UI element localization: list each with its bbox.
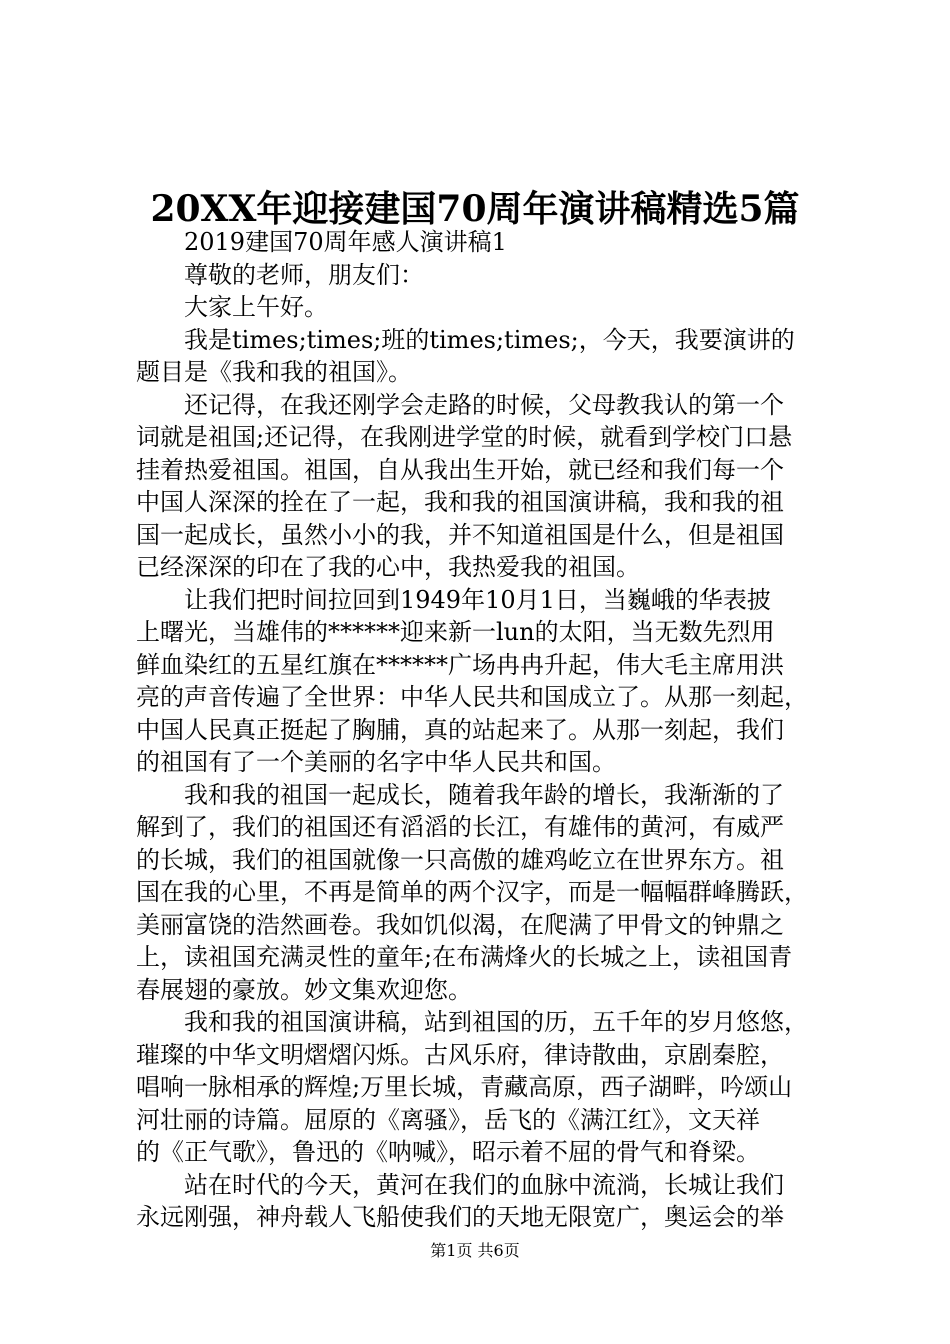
body-line: 让我们把时间拉回到1949年10月1日，当巍峨的华表披 — [136, 585, 771, 614]
body-line: 我和我的祖国一起成长，随着我年龄的增长，我渐渐的了 — [136, 780, 784, 809]
body-line: 2019建国70周年感人演讲稿1 — [136, 228, 507, 256]
body-line: 上，读祖国充满灵性的童年;在布满烽火的长城之上，读祖国青 — [136, 943, 793, 971]
body-line: 已经深深的印在了我的心中，我热爱我的祖国。 — [136, 553, 640, 581]
body-line: 鲜血染红的五星红旗在******广场冉冉升起，伟大毛主席用洪 — [136, 650, 784, 679]
body-line: 词就是祖国;还记得，在我刚进学堂的时候，就看到学校门口悬 — [136, 423, 793, 451]
body-line: 大家上午好。 — [136, 293, 328, 321]
body-line: 国一起成长，虽然小小的我，并不知道祖国是什么，但是祖国 — [136, 520, 784, 549]
body-line: 站在时代的今天，黄河在我们的血脉中流淌，长城让我们 — [136, 1170, 784, 1199]
body-line: 上曙光，当雄伟的******迎来新一lun的太阳，当无数先烈用 — [136, 618, 775, 646]
body-line: 中国人民真正挺起了胸脯，真的站起来了。从那一刻起，我们 — [136, 715, 784, 744]
body-line: 春展翅的豪放。妙文集欢迎您。 — [136, 975, 472, 1004]
body-line: 永远刚强，神舟载人飞船使我们的天地无限宽广，奥运会的举 — [136, 1203, 784, 1231]
body-line: 我是times;times;班的times;times;，今天，我要演讲的 — [136, 325, 795, 354]
body-line: 的祖国有了一个美丽的名字中华人民共和国。 — [136, 748, 616, 776]
body-line: 解到了，我们的祖国还有滔滔的长江，有雄伟的黄河，有威严 — [136, 813, 784, 841]
body-line: 题目是《我和我的祖国》。 — [136, 358, 412, 386]
body-line: 尊敬的老师，朋友们： — [136, 260, 424, 289]
body-line: 璀璨的中华文明熠熠闪烁。古风乐府，律诗散曲，京剧秦腔， — [136, 1040, 784, 1069]
body-line: 美丽富饶的浩然画卷。我如饥似渴，在爬满了甲骨文的钟鼎之 — [136, 910, 784, 939]
body-line: 河壮丽的诗篇。屈原的《离骚》，岳飞的《满江红》，文天祥 — [136, 1105, 760, 1134]
body-line: 的长城，我们的祖国就像一只高傲的雄鸡屹立在世界东方。祖 — [136, 845, 784, 874]
body-line: 亮的声音传遍了全世界：中华人民共和国成立了。从那一刻起， — [136, 683, 808, 711]
body-line: 中国人深深的拴在了一起，我和我的祖国演讲稿，我和我的祖 — [136, 488, 784, 516]
document-body — [136, 226, 824, 1234]
page-footer: 第1页 共6页 — [430, 1241, 520, 1260]
body-line: 还记得，在我还刚学会走路的时候，父母教我认的第一个 — [136, 390, 784, 419]
body-line: 国在我的心里，不再是简单的两个汉字，而是一幅幅群峰腾跃， — [136, 878, 808, 906]
body-line: 的《正气歌》，鲁迅的《呐喊》，昭示着不屈的骨气和脊梁。 — [136, 1138, 760, 1166]
body-line: 我和我的祖国演讲稿，站到祖国的历，五千年的岁月悠悠， — [136, 1008, 808, 1036]
document-title: 20XX年迎接建国70周年演讲稿精选5篇 — [150, 188, 800, 230]
body-line: 挂着热爱祖国。祖国，自从我出生开始，就已经和我们每一个 — [136, 455, 784, 484]
body-line: 唱响一脉相承的辉煌;万里长城，青藏高原，西子湖畔，吟颂山 — [136, 1073, 793, 1101]
